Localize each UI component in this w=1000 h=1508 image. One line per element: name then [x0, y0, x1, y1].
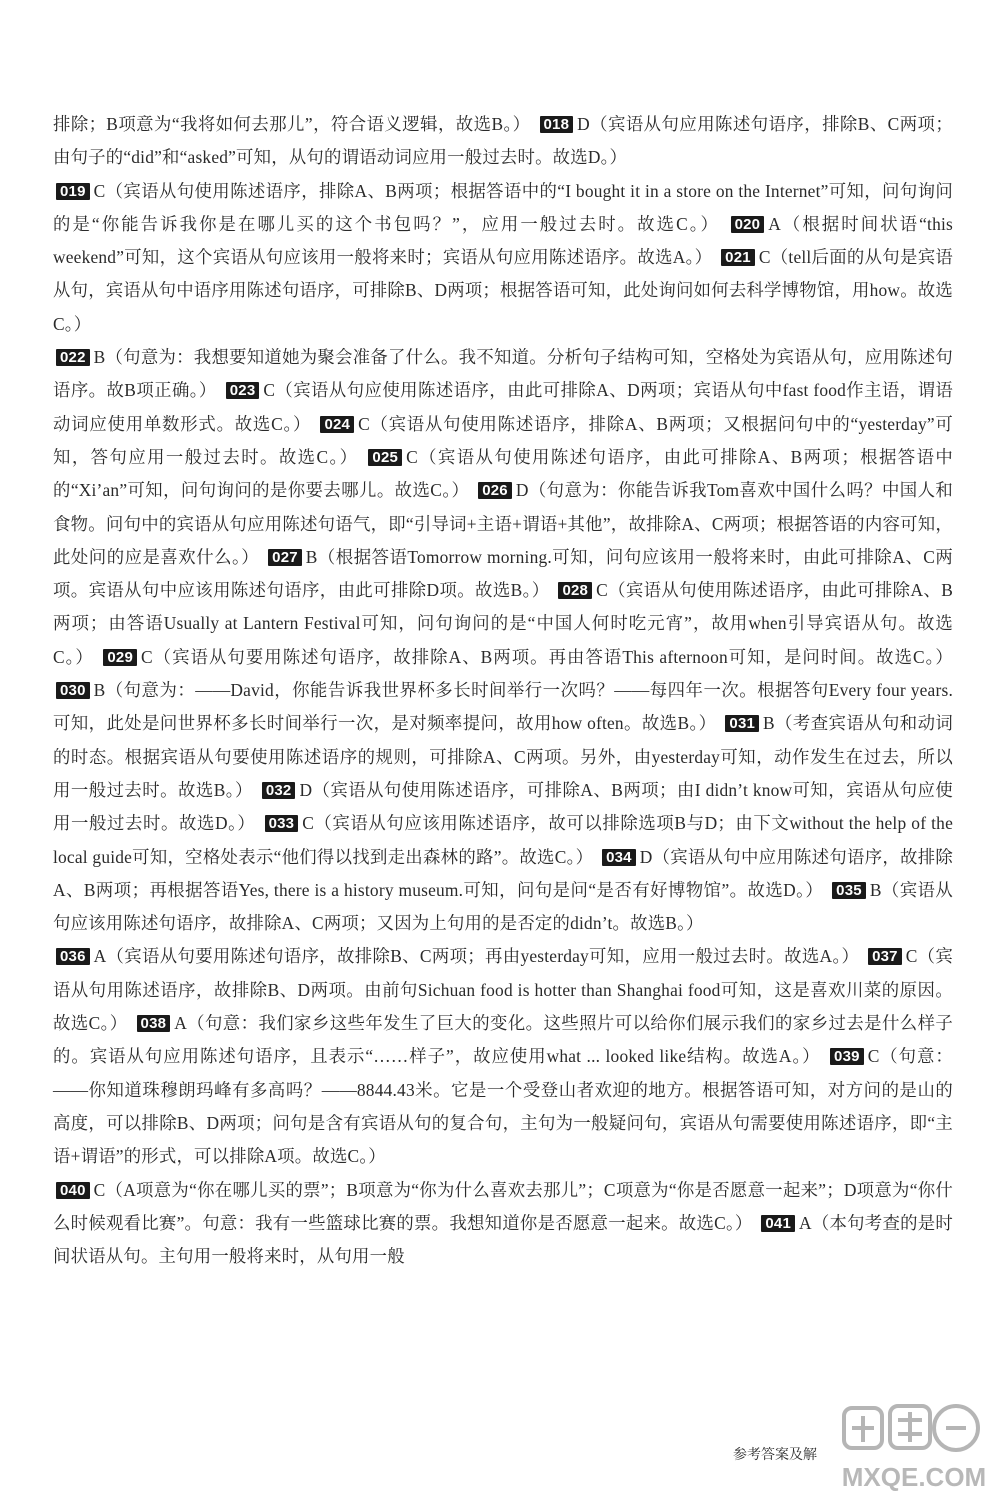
page-footer — [733, 1446, 817, 1464]
answer-text: A（根据时间状语“this weekend”可知，这个宾语从句应该用一般将来时；宾语从句应用陈述语序。故选A。） — [53, 213, 953, 268]
question-number-badge: 029 — [103, 649, 137, 666]
question-number-badge: 024 — [320, 416, 354, 433]
watermark — [838, 1400, 990, 1500]
answer-text: C（宾语从句应使用陈述语序，由此可排除A、D两项；宾语从句中fast food作主语，谓语动词应使用单数形式。故选C。） — [53, 380, 953, 434]
answer-text: D（句意为：你能告诉我Tom喜欢中国什么吗？中国人和食物。问句中的宾语从句应用陈述句语气，即“引导词+主语+谓语+其他”，故排除A、C两项；根据答语的内容可知，此处问的应是喜欢什么。） — [53, 480, 953, 567]
answer-text: D（宾语从句使用陈述语序，可排除A、B两项；由I didn’t know可知，宾语从句应使用一般过去时。故选D。） — [53, 779, 953, 834]
answer-text: B（宾语从句应该用陈述句语序，故排除A、C两项；又因为上句用的是否定的didn’t。故选B。） — [53, 879, 953, 934]
question-number-badge: 032 — [262, 782, 296, 799]
question-number-badge: 041 — [761, 1215, 795, 1232]
answer-text: C（句意：——你知道珠穆朗玛峰有多高吗？——8844.43米。它是一个受登山者欢迎的地方。根据答语可知，对方问的是山的高度，可以排除B、D两项；问句是含有宾语从句的复合句，主句为一般疑问句，宾语从句需要使用陈述语序，即“主语+谓语”的形式，可以排除A项。故选C。） — [53, 1046, 953, 1167]
answer-item — [53, 1014, 953, 1067]
answer-text: C（宾语从句使用陈述语序，由此可排除A、B两项；由答语Usually at Lantern Festival可知，问句询问的是“中国人何时吃元宵”，故用when引导宾语从句。故选C。） — [53, 580, 953, 667]
question-number-badge: 038 — [137, 1015, 171, 1032]
answer-text: B（考查宾语从句和动词的时态。根据宾语从句要使用陈述语序的规则，可排除A、C两项。另外，由yesterday可知，动作发生在过去，所以用一般过去时。故选B。） — [53, 713, 953, 800]
answer-text: 排除；B项意为“我将如何去那儿”，符合语义逻辑，故选B。） — [53, 114, 531, 134]
answer-text: B（句意为：——David，你能告诉我世界杯多长时间举行一次吗？——每四年一次。根据答句Every four years.可知，此处是问世界杯多长时间举行一次，是对频率提问，故用how often。故选B。） — [53, 680, 953, 734]
answer-item — [100, 648, 953, 668]
question-number-badge: 037 — [868, 948, 902, 965]
answer-paragraph — [53, 1174, 953, 1274]
answer-text: C（宾语从句用陈述语序，故排除B、D两项。由前句Sichuan food is hotter than Shanghai food可知，这是喜欢川菜的原因。故选C。） — [53, 946, 953, 1034]
question-number-badge: 019 — [56, 183, 90, 200]
question-number-badge: 035 — [832, 882, 866, 899]
question-number-badge: 026 — [478, 482, 512, 499]
answer-text: A（宾语从句要用陈述句语序，故排除B、C两项；再由yesterday可知，应用一般过去时。故选A。） — [93, 946, 860, 967]
answer-text: A（句意：我们家乡这些年发生了巨大的变化。这些照片可以给你们展示我们的家乡过去是什么样子的。宾语从句应用陈述句语序，且表示“……样子”，故应使用what ... looked like结构。故选A。） — [53, 1013, 953, 1067]
question-number-badge: 023 — [226, 382, 260, 399]
question-number-badge: 033 — [265, 815, 299, 832]
answer-paragraph — [53, 341, 953, 940]
answer-text: C（宾语从句要用陈述句语序，故排除A、B两项。再由答语This afternoon可知，是问时间。故选C。） — [141, 646, 954, 667]
answer-text: B（句意为：我想要知道她为聚会准备了什么。我不知道。分析句子结构可知，空格处为宾语从句，应用陈述句语序。故B项正确。） — [53, 347, 953, 401]
answer-text: B（根据答语Tomorrow morning.可知，问句应该用一般将来时，由此可排除A、C两项。宾语从句中应该用陈述句语序，由此可排除D项。故选B。） — [53, 546, 954, 601]
question-number-badge: 030 — [56, 682, 90, 699]
question-number-badge: 028 — [558, 582, 592, 599]
question-number-badge: 034 — [602, 849, 636, 866]
question-number-badge: 040 — [56, 1182, 90, 1199]
answer-explanations — [53, 108, 953, 1273]
watermark-site: MXQE.COM — [841, 1462, 987, 1492]
answer-paragraph — [53, 175, 953, 341]
answer-text: C（宾语从句使用陈述句语序，由此可排除A、B两项；根据答语中的“Xi’an”可知，问句询问的是你要去哪儿。故选C。） — [53, 446, 954, 501]
question-number-badge: 020 — [731, 216, 765, 233]
answer-item — [53, 115, 531, 135]
answer-text: C（A项意为“你在哪儿买的票”；B项意为“你为什么喜欢去那儿”；C项意为“你是否愿意一起来”；D项意为“你什么时候观看比赛”。句意：我有一些篮球比赛的票。我想知道你是否愿意一起来。故选C。） — [53, 1179, 953, 1233]
answer-text: C（宾语从句应该用陈述语序，故可以排除选项B与D；由下文without the help of the local guide可知，空格处表示“他们得以找到走出森林的路”。故选C。） — [53, 813, 953, 867]
question-number-badge: 022 — [56, 349, 90, 366]
answer-text: C（宾语从句使用陈述语序，排除A、B两项；根据答语中的“I bought it in a store on the Internet”可知，问句询问的是“你能告诉我你是在哪儿买的这个书包吗？”，应用一般过去时。故选C。） — [53, 180, 953, 234]
question-number-badge: 025 — [368, 449, 402, 466]
answer-text: D（宾语从句应用陈述句语序，排除B、C两项；由句子的“did”和“asked”可知，从句的谓语动词应用一般过去时。故选D。） — [53, 114, 953, 168]
question-number-badge: 021 — [721, 249, 755, 266]
answer-text: C（tell后面的从句是宾语从句，宾语从句中语序用陈述句语序，可排除B、D两项；根据答语可知，此处询问如何去科学博物馆，用how。故选C。） — [53, 247, 953, 334]
answer-text: C（宾语从句使用陈述语序，排除A、B两项；又根据问句中的“yesterday”可知，答句应用一般过去时。故选C。） — [53, 413, 953, 467]
answer-stamp-icon — [838, 1400, 990, 1500]
question-number-badge: 036 — [56, 948, 90, 965]
answer-paragraph — [53, 108, 953, 175]
question-number-badge: 027 — [268, 549, 302, 566]
footer-label: 参考答案及解 — [733, 1447, 817, 1463]
question-number-badge: 039 — [830, 1048, 864, 1065]
answer-text: D（宾语从句中应用陈述句语序，故排除A、B两项；再根据答语Yes, there is a history museum.可知，问句是问“是否有好博物馆”。故选D。） — [53, 846, 953, 900]
question-number-badge: 018 — [540, 116, 574, 133]
answer-paragraph — [53, 940, 953, 1173]
answer-item — [53, 947, 859, 967]
question-number-badge: 031 — [725, 715, 759, 732]
answer-text: A（本句考查的是时间状语从句。主句用一般将来时，从句用一般 — [53, 1212, 953, 1267]
